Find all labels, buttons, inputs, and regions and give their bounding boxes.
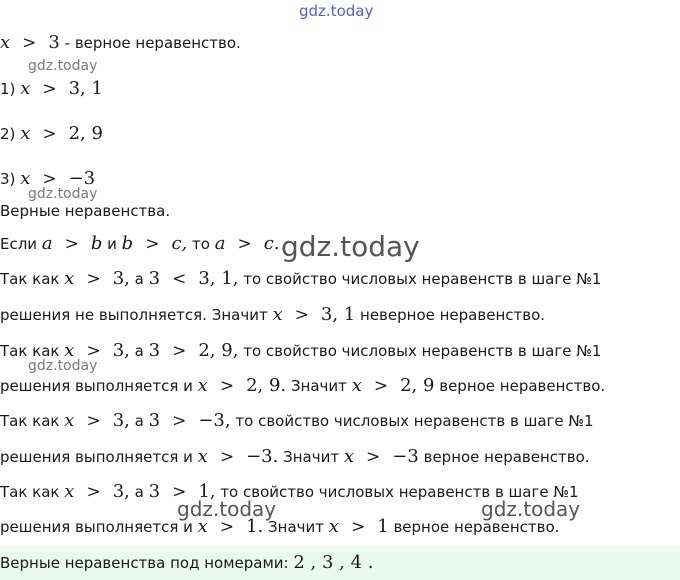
reasoning-line: Так как x > 3, а 3 < 3, 1, то свойство числовых неравенств в шаге №1 xyxy=(0,268,602,289)
reasoning-line: Так как x > 3, а 3 > 1, то свойство числовых неравенств в шаге №1 xyxy=(0,481,579,502)
option-2: 2) x > 2, 9 xyxy=(0,123,103,144)
answer-line: Верные неравенства под номерами: 2 , 3 , 4 . xyxy=(0,552,374,573)
statement-line: x > 3 - верное неравенство. xyxy=(0,32,241,53)
watermark: gdz.today xyxy=(281,230,420,263)
reasoning-line: решения выполняется и x > 1. Значит x > 1 верное неравенство. xyxy=(0,516,560,537)
watermark: gdz.today xyxy=(299,2,374,20)
reasoning-line: решения не выполняется. Значит x > 3, 1 неверное неравенство. xyxy=(0,304,546,325)
watermark: gdz.today xyxy=(481,497,581,521)
section-heading: Верные неравенства. xyxy=(0,202,171,220)
option-1: 1) x > 3, 1 xyxy=(0,78,103,99)
watermark: gdz.today xyxy=(28,358,98,374)
reasoning-line: Так как x > 3, а 3 > −3, то свойство числовых неравенств в шаге №1 xyxy=(0,410,594,431)
watermark: gdz.today xyxy=(28,186,98,202)
watermark: gdz.today xyxy=(28,58,98,74)
option-3: 3) x > −3 xyxy=(0,168,96,189)
reasoning-line: Так как x > 3, а 3 > 2, 9, то свойство числовых неравенств в шаге №1 xyxy=(0,340,602,361)
answer-box xyxy=(0,546,680,580)
reasoning-line: решения выполняется и x > 2, 9. Значит x > 2, 9 верное неравенство. xyxy=(0,375,606,396)
watermark: gdz.today xyxy=(177,497,277,521)
rule-line: Если a > b и b > c, то a > c. xyxy=(0,233,280,254)
reasoning-line: решения выполняется и x > −3. Значит x > −3 верное неравенство. xyxy=(0,446,590,467)
